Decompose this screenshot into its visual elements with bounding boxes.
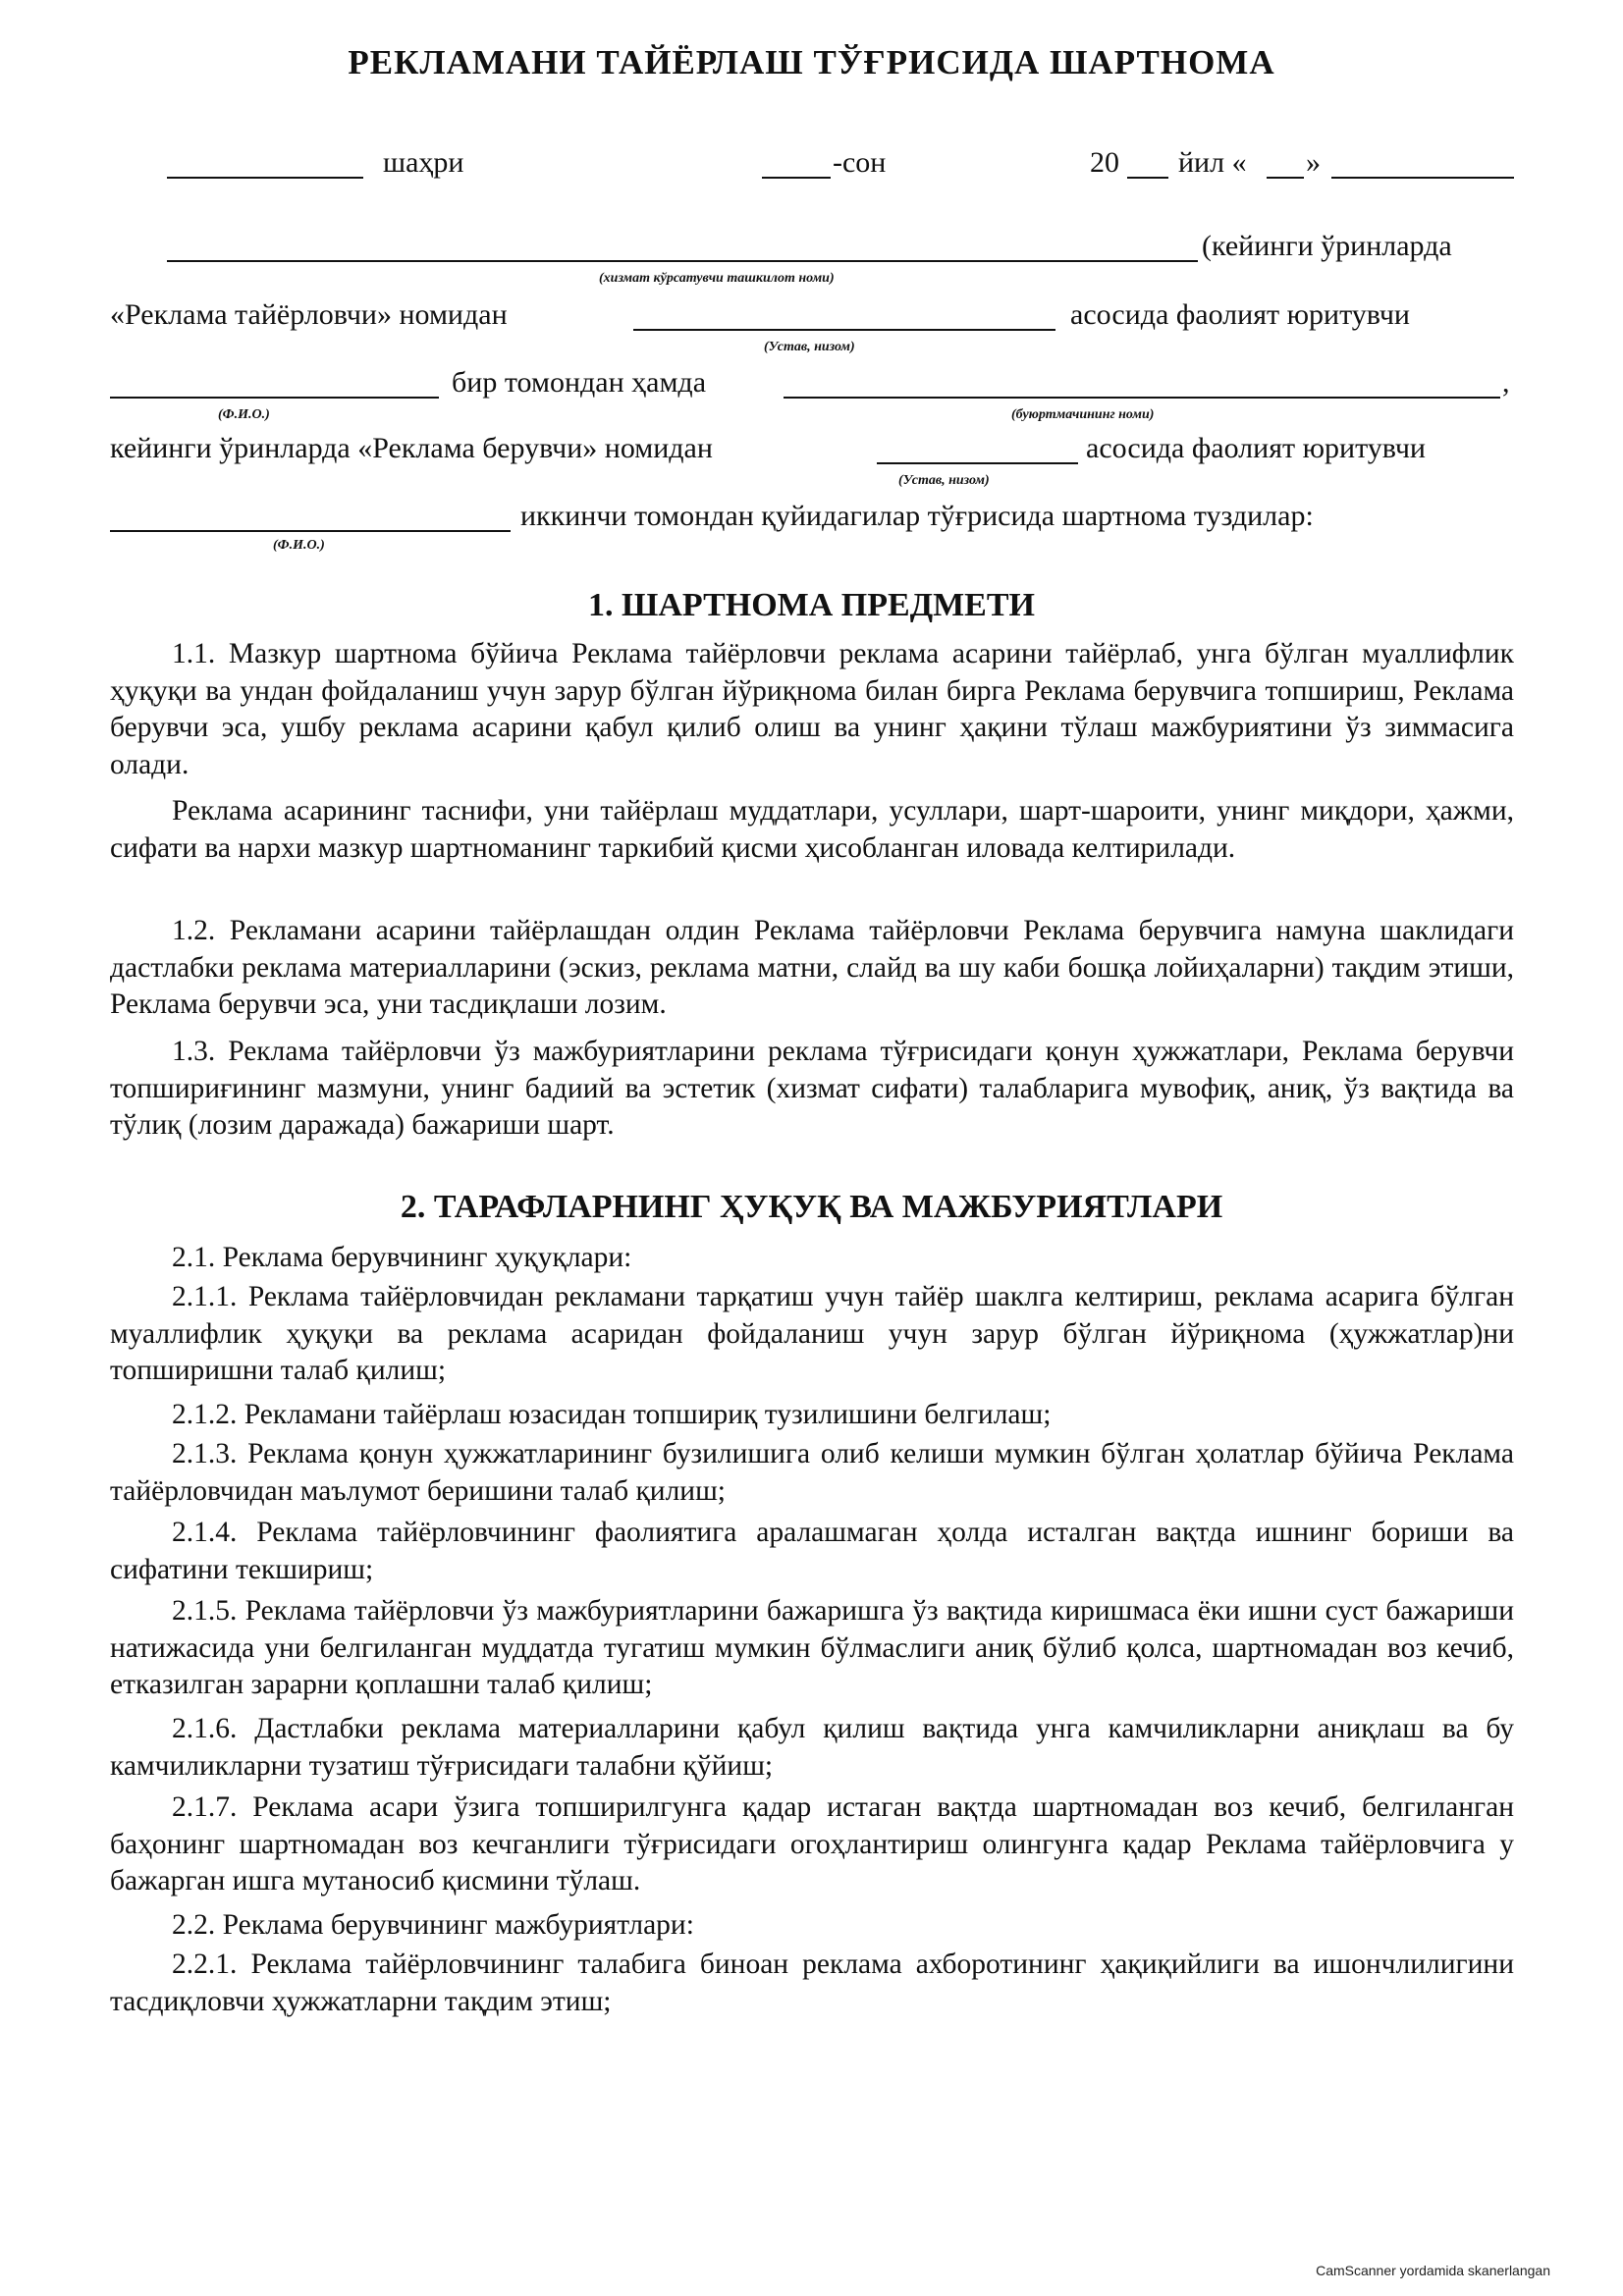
provider-org-caption: (хизмат кўрсатувчи ташкилот номи) — [599, 271, 835, 286]
year-prefix: 20 — [1090, 146, 1119, 179]
para-2-1-4: 2.1.4. Реклама тайёрловчининг фаолиятига аралашмаган ҳолда исталган вақтда ишнинг бориши ва сифатини текшириш; — [110, 1517, 1514, 1585]
para-2-1-1: 2.1.1. Реклама тайёрловчидан рекламани тарқатиш учун тайёр шаклга келтириш, реклама асарига бўлган муаллифлик ҳуқуқи ва реклама асаридан фойдаланиш учун зарур бўлган йўриқнома (ҳужжатлар)ни топширишни талаб қилиш; — [110, 1281, 1514, 1387]
section-1-title: 1. ШАРТНОМА ПРЕДМЕТИ — [588, 587, 1035, 623]
customer-basis-blank — [877, 462, 1078, 464]
customer-name-blank — [784, 397, 1500, 399]
para-1-1-annex: Реклама асарининг таснифи, уни тайёрлаш муддатлари, усуллари, шарт-шароити, унинг миқдори, ҳажми, сифати ва нархи мазкур шартноманинг таркибий қисми ҳисобланган иловада келтирилади. — [110, 795, 1514, 864]
day-blank — [1267, 177, 1304, 179]
party-line5-text: иккинчи томондан қуйидагилар тўғрисида шартнома туздилар: — [520, 500, 1314, 532]
party-line3-middle: бир томондан ҳамда — [452, 366, 707, 399]
document-title: РЕКЛАМАНИ ТАЙЁРЛАШ ТЎҒРИСИДА ШАРТНОМА — [348, 43, 1275, 81]
provider-fio-caption: (Ф.И.О.) — [218, 407, 270, 422]
year-label: йил « — [1178, 146, 1247, 179]
year-blank — [1127, 177, 1168, 179]
party-line1-suffix: (кейинги ўринларда — [1202, 230, 1452, 262]
customer-basis-caption: (Устав, низом) — [898, 473, 990, 488]
provider-basis-blank — [633, 329, 1055, 331]
provider-fio-blank — [110, 397, 439, 399]
para-2-1-6: 2.1.6. Дастлабки реклама материалларини қабул қилиш вақтида унга камчиликларни аниқлаш ва бу камчиликларни тузатиш тўғрисидаги талабни қўйиш; — [110, 1713, 1514, 1782]
city-label: шаҳри — [383, 146, 464, 179]
month-blank — [1331, 177, 1514, 179]
city-blank — [167, 177, 363, 179]
number-blank — [762, 177, 831, 179]
para-2-1-5: 2.1.5. Реклама тайёрловчи ўз мажбуриятларини бажаришга ўз вақтида киришмаса ёки ишни суст бажариши натижасида уни белгиланган муддатда тугатиш мумкин бўлмаслиги аниқ бўлиб қолса, шартномадан воз кечиб, етказилган зарарни қоплашни талаб қилиш; — [110, 1595, 1514, 1701]
party-line4-prefix: кейинги ўринларда «Реклама берувчи» номидан — [110, 432, 713, 464]
number-label: -сон — [833, 146, 887, 179]
party-line4-suffix: асосида фаолият юритувчи — [1086, 432, 1426, 464]
party-line2-suffix: асосида фаолият юритувчи — [1070, 298, 1410, 331]
para-2-2-1: 2.2.1. Реклама тайёрловчининг талабига биноан реклама ахборотининг ҳақиқийлиги ва ишончлилигини тасдиқловчи ҳужжатларни тақдим этиш; — [110, 1949, 1514, 2017]
para-2-2: 2.2. Реклама берувчининг мажбуриятлари: — [172, 1909, 694, 1941]
customer-name-caption: (буюртмачининг номи) — [1011, 407, 1155, 422]
para-1-2: 1.2. Рекламани асарини тайёрлашдан олдин Реклама тайёрловчи Реклама берувчига намуна шаклидаги дастлабки реклама материалларини (эскиз, реклама матни, слайд ва шу каби бошқа лойиҳаларни) тақдим этиши, Реклама берувчи эса, уни тасдиқлаши лозим. — [110, 915, 1514, 1021]
para-2-1-2: 2.1.2. Рекламани тайёрлаш юзасидан топшириқ тузилишини белгилаш; — [172, 1399, 1052, 1430]
customer-fio-blank — [110, 530, 511, 532]
para-2-1-7: 2.1.7. Реклама асари ўзига топширилгунга қадар истаган вақтда шартномадан воз кечиб, белгиланган баҳонинг шартномадан воз кечганлиги тўғрисидаги огоҳлантириш олингунга қадар Реклама тайёрловчига у бажарган ишга мутаносиб қисмини тўлаш. — [110, 1791, 1514, 1897]
provider-org-blank — [167, 260, 1198, 262]
section-2-title: 2. ТАРАФЛАРНИНГ ҲУҚУҚ ВА МАЖБУРИЯТЛАРИ — [400, 1189, 1223, 1225]
provider-basis-caption: (Устав, низом) — [764, 340, 855, 354]
day-close: » — [1306, 146, 1321, 179]
customer-fio-caption: (Ф.И.О.) — [273, 538, 325, 553]
para-1-3: 1.3. Реклама тайёрловчи ўз мажбуриятларини реклама тўғрисидаги қонун ҳужжатлари, Реклама берувчи топшириғининг мазмуни, унинг бадиий ва эстетик (хизмат сифати) талабларига мувофиқ, аниқ, ўз вақтида ва тўлиқ (лозим даражада) бажариши шарт. — [110, 1036, 1514, 1142]
para-1-1: 1.1. Мазкур шартнома бўйича Реклама тайёрловчи реклама асарини тайёрлаб, унга бўлган муаллифлик ҳуқуқи ва ундан фойдаланиш учун зарур бўлган йўриқнома билан бирга Реклама берувчига топшириш, Реклама берувчи эса, ушбу реклама асарини қабул қилиб олиш ва унинг ҳақини тўлаш мажбуриятини ўз зиммасига олади. — [110, 638, 1514, 780]
scanner-footer: CamScanner yordamida skanerlangan — [1316, 2263, 1550, 2278]
party-line3-end: , — [1502, 366, 1510, 399]
party-line2-prefix: «Реклама тайёрловчи» номидан — [110, 298, 508, 331]
para-2-1-3: 2.1.3. Реклама қонун ҳужжатларининг бузилишига олиб келиши мумкин бўлган ҳолатлар бўйича Реклама тайёрловчидан маълумот беришини талаб қилиш; — [110, 1438, 1514, 1507]
para-2-1: 2.1. Реклама берувчининг ҳуқуқлари: — [172, 1242, 632, 1273]
